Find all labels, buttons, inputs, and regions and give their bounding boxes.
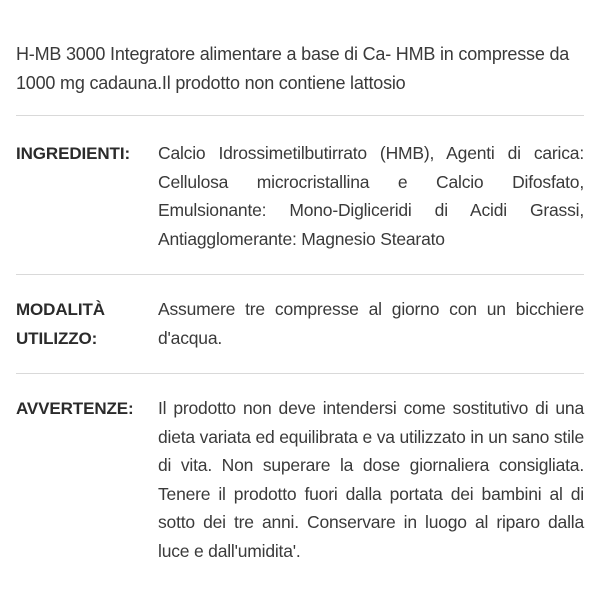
warnings-label-text: AVVERTENZE: — [16, 399, 134, 418]
warnings-text: Il prodotto non deve intendersi come sostitutivo di una dieta variata ed equilibrata e va utilizzato in un sano stile di vita. Non superare la dose giornaliera consigliata. Tenere il prodotto fuori dalla portata dei bambini al di sotto dei tre anni. Conservare in luogo al riparo dalla luce e dall'umidita'. — [158, 398, 584, 561]
product-description: H-MB 3000 Integratore alimentare a base di Ca- HMB in compresse da 1000 mg cadauna.Il prodotto non contiene lattosio — [16, 44, 570, 93]
usage-label-line-1: MODALITÀ — [16, 300, 105, 319]
warnings-label — [16, 394, 158, 423]
ingredients-text: Calcio Idrossimetilbutirrato (HMB), Agenti di carica: Cellulosa microcristallina e Calcio Difosfato, Emulsionante: Mono-Digliceridi di Acidi Grassi, Antiagglomerante: Magnesio Stearato — [158, 143, 584, 249]
usage-label — [16, 295, 158, 353]
usage-text: Assumere tre compresse al giorno con un bicchiere d'acqua. — [158, 299, 584, 348]
ingredients-section — [16, 116, 584, 274]
usage-section — [16, 275, 584, 373]
ingredients-label — [16, 139, 158, 168]
ingredients-label-text: INGREDIENTI: — [16, 144, 131, 163]
usage-label-line-2: UTILIZZO: — [16, 329, 98, 348]
warnings-section — [16, 374, 584, 565]
